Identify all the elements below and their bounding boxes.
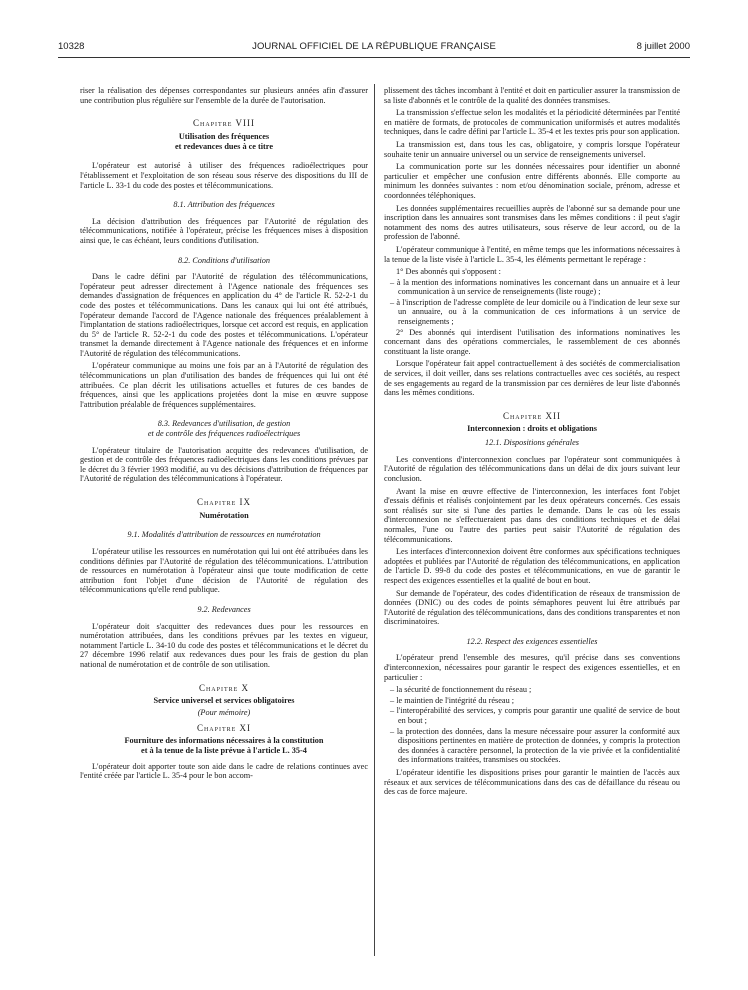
section-heading: 9.2. Redevances: [197, 604, 251, 614]
paragraph: L'opérateur utilise les ressources en numérotation qui lui ont été attribuées dans les conditions définies par l'Autorité de régulation des télécommunications. L'attribution de ressources en numérotation à l'opérateur ainsi que toute modification de cette attribution font l'objet d'une décision de l'Autorité de régulation des télécommunications qu'elle rend publique.: [80, 546, 368, 595]
paragraph: Sur demande de l'opérateur, des codes d'identification de réseaux de transmission de données (DNIC) ou des codes de points sémaphores peuvent lui être attribués par l'Autorité de régulation des télécommunications, dans des conditions transparentes et non discriminatoires.: [384, 588, 680, 627]
chapter-heading: Chapitre X: [198, 682, 250, 693]
paragraph: Avant la mise en œuvre effective de l'interconnexion, les interfaces font l'objet d'essais définis et réalisés conjointement par les deux opérateurs concernés. Ces essais sont réalisés sur site si l'une des parties le demande. Dans le cas où les essais d'interconnexion ne s'effectueraient pas dans des conditions techniques et de délai normales, l'une ou l'autre des parties peut saisir l'Autorité de régulation des télécommunications.: [384, 486, 680, 544]
list-item: – à la mention des informations nominatives les concernant dans un annuaire et à leur communication à un service de renseignements (liste rouge) ;: [390, 277, 680, 297]
paragraph: Les conventions d'interconnexion conclues par l'opérateur sont communiquées à l'Autorité de régulation des télécommunications dans un délai de dix jours suivant leur conclusion.: [384, 454, 680, 483]
chapter-heading: Chapitre XII: [502, 410, 562, 421]
chapter-title-line: et à la tenue de la liste prévue à l'article L. 35-4: [141, 745, 307, 755]
paragraph: Les données supplémentaires recueillies auprès de l'abonné sur sa demande pour une inscription dans les annuaires sont transmises dans les mêmes conditions : il peut s'agir notamment des noms des autres utilisateurs, sous réserve de leur accord, ou de la profession de l'abonné.: [384, 203, 680, 242]
left-column: [80, 86, 368, 784]
paragraph: plissement des tâches incombant à l'entité et doit en particulier assurer la transmission de sa liste d'abonnés et le contrôle de la qualité des données transmises.: [384, 86, 680, 105]
paragraph: La décision d'attribution des fréquences par l'Autorité de régulation des télécommunications, notifiée à l'opérateur, précise les fréquences mises à disposition ainsi que, le cas échéant, leurs conditions d'utilisation.: [80, 216, 368, 245]
column-separator: [374, 84, 375, 956]
paragraph: La transmission est, dans tous les cas, obligatoire, y compris lorsque l'opérateur souhaite tenir un annuaire universel ou un service de renseignements universel.: [384, 139, 680, 159]
list-item: – l'interopérabilité des services, y compris pour garantir une qualité de service de bout en bout ;: [390, 706, 680, 726]
numbered-item: 1° Des abonnés qui s'opposent :: [396, 267, 501, 277]
paragraph: La communication porte sur les données nécessaires pour identifier un abonné particulier et empêcher une confusion entre différents abonnés. Elle comporte au minimum les données suivantes : nom et/ou dénomination sociale, prénom, adresse et coordonnées téléphoniques.: [384, 162, 680, 200]
chapter-title: [80, 736, 368, 756]
chapter-title: [80, 132, 368, 152]
paragraph: Lorsque l'opérateur fait appel contractuellement à des sociétés de commercialisation de services, il doit veiller, dans ses relations contractuelles avec ces sociétés, au respect de ses engagements au regard de la transmission par ces dernières de leur liste d'abonnés dans les mêmes conditions.: [384, 359, 680, 398]
list-item: – la protection des données, dans la mesure nécessaire pour assurer la conformité aux dispositions pertinentes en matière de protection de données, y compris la protection des données à caractère personnel, la protection de la vie privée et la confidentialité des informations traitées, transmises ou stockées.: [390, 726, 680, 765]
paragraph: L'opérateur prend l'ensemble des mesures, qu'il précise dans ses conventions d'interconnexion, nécessaires pour garantir le respect des exigences essentielles, et en particulier :: [384, 653, 680, 682]
list-item: – à l'inscription de l'adresse complète de leur domicile ou à l'indication de leur sexe sur un annuaire, ou à la communication de ces informations à un service de renseignements ;: [390, 297, 680, 327]
page-header: [58, 38, 690, 54]
list-item: – le maintien de l'intégrité du réseau ;: [390, 695, 515, 705]
paragraph: L'opérateur identifie les dispositions prises pour garantir le maintien de l'accès aux réseaux et aux services de télécommunications dans des cas de défaillance du réseau ou des cas de force majeure.: [384, 768, 680, 797]
chapter-title-line: et redevances dues à ce titre: [175, 141, 273, 151]
paragraph: L'opérateur titulaire de l'autorisation acquitte des redevances d'utilisation, de gestion et de contrôle des fréquences radioélectriques dans les conditions prévues par le décret du 3 février 1993 modifié, au vu des décisions d'attribution de fréquences par l'Autorité de régulation des télécommunications à l'opérateur.: [80, 445, 368, 484]
chapter-title: Numérotation: [199, 510, 249, 520]
journal-title: JOURNAL OFFICIEL DE LA RÉPUBLIQUE FRANÇAISE: [252, 41, 496, 52]
paragraph: L'opérateur communique au moins une fois par an à l'Autorité de régulation des télécommunications un plan d'utilisation des bandes de fréquences qui lui ont été attribuées. Ce plan décrit les utilisations actuelles et futures de ces bandes de fréquences, ainsi que les applications projetées dont la mise en œuvre suppose l'attribution préalable de fréquences supplémentaires.: [80, 361, 368, 409]
paragraph: Les interfaces d'interconnexion doivent être conformes aux spécifications techniques adoptées et publiées par l'Autorité de régulation des télécommunications, en application de l'article D. 99-8 du code des postes et télécommunications, en vue de garantir le respect des exigences essentielles et la qualité de bout en bout.: [384, 547, 680, 585]
paragraph: L'opérateur communique à l'entité, en même temps que les informations nécessaires à la tenue de la liste visée à l'article L. 35-4, les éléments permettant le repérage :: [384, 244, 680, 264]
section-heading: 9.1. Modalités d'attribution de ressources en numérotation: [127, 530, 321, 540]
paragraph: La transmission s'effectue selon les modalités et la périodicité déterminées par l'entité en matière de formats, de protocoles de communication uniformisés et autres modalités techniques, dans le cadre défini par l'article L. 35-4 et les textes pris pour son application.: [384, 108, 680, 137]
chapter-title-line: Utilisation des fréquences: [178, 131, 270, 141]
section-heading: 8.2. Conditions d'utilisation: [177, 255, 271, 265]
section-heading-line: et de contrôle des fréquences radioélectriques: [147, 429, 301, 439]
chapter-title: Service universel et services obligatoires: [153, 696, 295, 706]
paragraph: Dans le cadre défini par l'Autorité de régulation des télécommunications, l'opérateur peut adresser directement à l'Agence nationale des fréquences ses demandes d'assignation de fréquences en application du 4° de l'article R. 52-2-1 du code des postes et télécommunications. Dans les canaux qui lui ont été attribués, l'opérateur demande l'accord de l'Agence nationale des fréquences préalablement à l'implantation de stations radioélectriques, lorsque cet accord est requis, en application du 5° de l'article R. 52-2-1 du code des postes et télécommunications. L'opérateur transmet la demande directement à l'Agence nationale des fréquences et en informe l'Autorité de régulation des télécommunications.: [80, 272, 368, 358]
section-heading: 8.1. Attribution des fréquences: [173, 200, 275, 210]
paragraph: riser la réalisation des dépenses correspondantes sur plusieurs années afin d'assurer une contribution plus régulière sur l'ensemble de la durée de l'autorisation.: [80, 86, 368, 105]
right-column: [384, 86, 680, 800]
paragraph: L'opérateur doit s'acquitter des redevances dues pour les ressources en numérotation attribuées, dans les conditions prévues par les textes en vigueur, notamment l'article L. 34-10 du code des postes et télécommunications et le décret du 27 décembre 1996 relatif aux redevances dues pour les frais de gestion du plan national de numérotation et de contrôle de son utilisation.: [80, 621, 368, 669]
paragraph: L'opérateur doit apporter toute son aide dans le cadre de relations continues avec l'entité créée par l'article L. 35-4 pour le bon accom-: [80, 761, 368, 781]
page-number: 10328: [58, 41, 85, 52]
chapter-note: (Pour mémoire): [197, 707, 251, 717]
list-item: – la sécurité de fonctionnement du réseau ;: [390, 685, 532, 695]
header-rule: [58, 57, 690, 58]
chapter-heading: Chapitre IX: [196, 497, 252, 507]
paragraph: L'opérateur est autorisé à utiliser des fréquences radioélectriques pour l'établissement et l'exploitation de son réseau sous réserve des dispositions du III de l'article L. 33-1 du code des postes et télécommunications.: [80, 161, 368, 190]
chapter-heading: Chapitre VIII: [193, 118, 255, 129]
section-heading: [80, 419, 368, 438]
section-heading: 12.1. Dispositions générales: [485, 438, 579, 448]
chapter-heading: Chapitre XI: [196, 722, 252, 733]
publication-date: 8 juillet 2000: [636, 41, 690, 52]
chapter-title-line: Fourniture des informations nécessaires à la constitution: [124, 736, 324, 746]
numbered-item: 2° Des abonnés qui interdisent l'utilisation des informations nominatives les concernant dans des opérations commerciales, le rassemblement de ces abonnés constituant la liste orange.: [384, 327, 680, 356]
section-heading-line: 8.3. Redevances d'utilisation, de gestion: [157, 419, 291, 429]
section-heading: 12.2. Respect des exigences essentielles: [466, 636, 598, 646]
chapter-title: Interconnexion : droits et obligations: [467, 424, 597, 434]
